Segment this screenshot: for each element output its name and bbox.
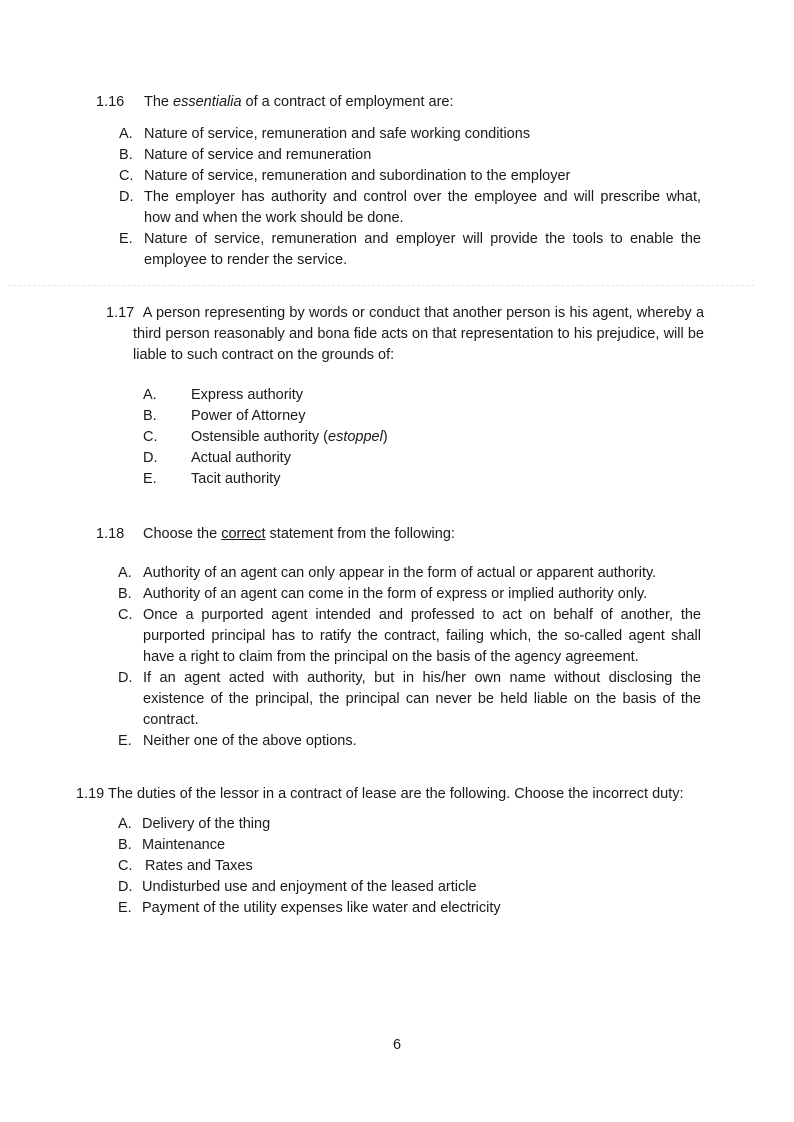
- option-letter: A.: [143, 387, 157, 403]
- option-letter: E.: [119, 231, 133, 247]
- option-a: [118, 814, 716, 835]
- question-1-16: [96, 92, 706, 271]
- question-stem: [106, 303, 704, 366]
- question-1-18: [96, 524, 706, 752]
- option-letter: E.: [143, 471, 157, 487]
- options-list: [118, 814, 716, 919]
- option-text: Express authority: [191, 387, 304, 403]
- option-text: Tacit authority: [191, 471, 281, 487]
- option-text: Delivery of the thing: [142, 816, 271, 832]
- option-text-italic: estoppel: [328, 429, 383, 445]
- option-c: [143, 427, 704, 448]
- option-e: [118, 898, 716, 919]
- option-text: Nature of service, remuneration and subordination to the employer: [144, 168, 571, 184]
- option-text-main: Ostensible authority (: [191, 429, 329, 445]
- option-b: [143, 406, 704, 427]
- option-c: [119, 166, 701, 187]
- question-1-19: [76, 784, 716, 919]
- question-number: 1.19: [76, 786, 105, 802]
- section-divider: [8, 285, 754, 286]
- option-letter: B.: [118, 837, 132, 853]
- options-list: [143, 385, 704, 490]
- option-c: [118, 856, 716, 877]
- stem-text: A person representing by words or conduct that another person is his agent, whereby a third person reasonably and bona fide acts on that representation to his prejudice, will be liable to such contract on the grounds of:: [133, 305, 705, 363]
- option-letter: D.: [118, 670, 133, 686]
- option-d: [143, 448, 704, 469]
- option-e: [143, 469, 704, 490]
- option-a: [119, 124, 701, 145]
- option-text: If an agent acted with authority, but in his/her own name without disclosing the existence of the principal, the principal can never be held liable on the basis of the contract.: [143, 670, 701, 728]
- option-text: Nature of service, remuneration and safe working conditions: [144, 126, 531, 142]
- option-text: Neither one of the above options.: [143, 733, 357, 749]
- question-stem: [96, 92, 706, 113]
- option-c: [118, 605, 701, 668]
- option-text: [191, 427, 704, 448]
- stem-underlined: correct: [221, 526, 266, 542]
- stem-text: Choose the: [143, 526, 222, 542]
- option-d: [119, 187, 701, 229]
- question-stem: [76, 784, 716, 805]
- option-text: Payment of the utility expenses like water and electricity: [142, 900, 501, 916]
- option-text: Maintenance: [142, 837, 226, 853]
- option-letter: A.: [119, 126, 133, 142]
- option-text: Once a purported agent intended and professed to act on behalf of another, the purported principal has to ratify the contract, failing which, the so-called agent shall have a right to claim from the principal on the basis of the agency agreement.: [143, 607, 701, 665]
- option-letter: A.: [118, 816, 132, 832]
- option-b: [118, 835, 716, 856]
- option-letter: C.: [143, 429, 158, 445]
- option-letter: A.: [118, 565, 132, 581]
- option-letter: D.: [118, 879, 133, 895]
- stem-text: The: [144, 94, 174, 110]
- option-text: Nature of service and remuneration: [144, 147, 372, 163]
- option-text: Authority of an agent can only appear in the form of actual or apparent authority.: [143, 565, 657, 581]
- question-stem: [96, 524, 706, 545]
- option-letter: C.: [118, 858, 133, 874]
- option-text: Rates and Taxes: [145, 858, 253, 874]
- option-d: [118, 877, 716, 898]
- question-number: 1.17: [106, 305, 135, 321]
- option-letter: E.: [118, 900, 132, 916]
- option-a: [143, 385, 704, 406]
- option-letter: B.: [118, 586, 132, 602]
- option-letter: C.: [119, 168, 134, 184]
- stem-text: of a contract of employment are:: [241, 94, 454, 110]
- question-1-17: [106, 303, 704, 490]
- option-b: [118, 584, 701, 605]
- options-list: [118, 563, 701, 752]
- option-text: Actual authority: [191, 450, 291, 466]
- stem-text: statement from the following:: [265, 526, 455, 542]
- option-e: [119, 229, 701, 271]
- page-number: 6: [392, 1037, 402, 1053]
- option-text: The employer has authority and control over the employee and will prescribe what, how and when the work should be done.: [144, 189, 701, 226]
- option-text-close: ): [382, 429, 388, 445]
- option-a: [118, 563, 701, 584]
- option-text: Authority of an agent can come in the form of express or implied authority only.: [143, 586, 648, 602]
- question-number: 1.16: [96, 94, 125, 110]
- option-letter: D.: [119, 189, 134, 205]
- stem-text: The duties of the lessor in a contract of lease are the following. Choose the incorrect duty:: [108, 786, 684, 802]
- stem-emphasis: essentialia: [173, 94, 242, 110]
- option-letter: D.: [143, 450, 158, 466]
- option-letter: B.: [143, 408, 157, 424]
- option-text: Power of Attorney: [191, 408, 306, 424]
- option-letter: B.: [119, 147, 133, 163]
- option-text: Undisturbed use and enjoyment of the leased article: [142, 879, 477, 895]
- question-number: 1.18: [96, 526, 125, 542]
- option-text: Nature of service, remuneration and employer will provide the tools to enable the employee to render the service.: [144, 231, 701, 268]
- option-d: [118, 668, 701, 731]
- option-letter: C.: [118, 607, 133, 623]
- option-b: [119, 145, 701, 166]
- option-e: [118, 731, 701, 752]
- options-list: [119, 124, 701, 271]
- option-letter: E.: [118, 733, 132, 749]
